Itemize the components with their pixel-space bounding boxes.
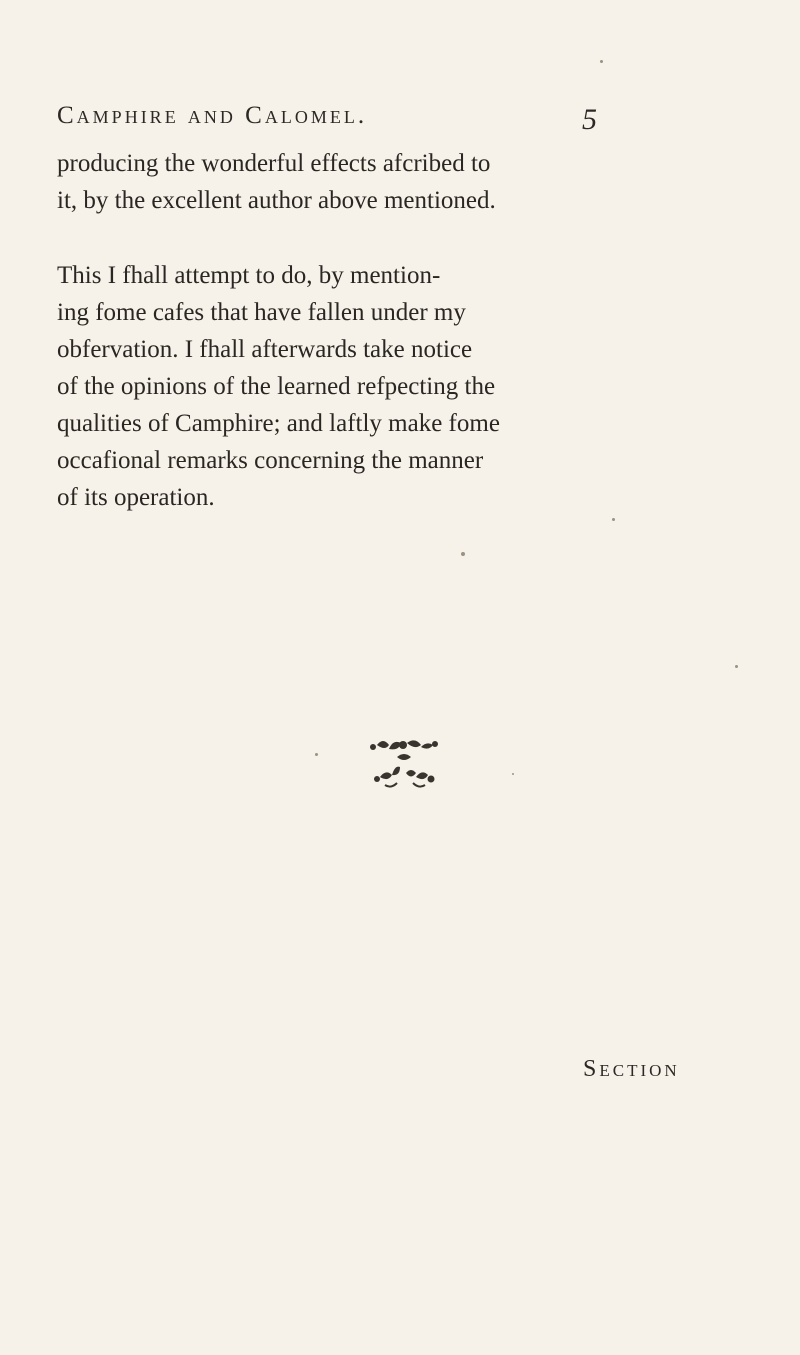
- text-line: qualities of Camphire; and laftly make fome: [57, 410, 500, 437]
- running-head: [0, 96, 800, 136]
- text-line: of the opinions of the learned refpecting the: [57, 373, 496, 400]
- text-line: ing fome cafes that have fallen under my: [57, 299, 466, 326]
- page-number: 5: [582, 103, 597, 136]
- floral-tailpiece-icon: [359, 735, 449, 795]
- text-line: it, by the excellent author above mentioned.: [57, 187, 496, 214]
- paragraph-continuation: [57, 145, 657, 219]
- paper-speck: [512, 773, 514, 775]
- paper-speck: [315, 753, 318, 756]
- paper-speck: [600, 60, 603, 63]
- text-line: of its operation.: [57, 484, 215, 511]
- paper-speck: [461, 552, 465, 556]
- paper-speck: [612, 518, 615, 521]
- text-line: occafional remarks concerning the manner: [57, 447, 484, 474]
- text-line: This I fhall attempt to do, by mention-: [57, 262, 441, 289]
- paragraph: [57, 257, 657, 516]
- text-line: producing the wonderful effects afcribed to: [57, 150, 491, 177]
- catchword: Section: [583, 1056, 680, 1082]
- paper-speck: [735, 665, 738, 668]
- text-line: obfervation. I fhall afterwards take notice: [57, 336, 473, 363]
- running-title: Camphire and Calomel.: [57, 102, 368, 129]
- body-text: [57, 145, 657, 516]
